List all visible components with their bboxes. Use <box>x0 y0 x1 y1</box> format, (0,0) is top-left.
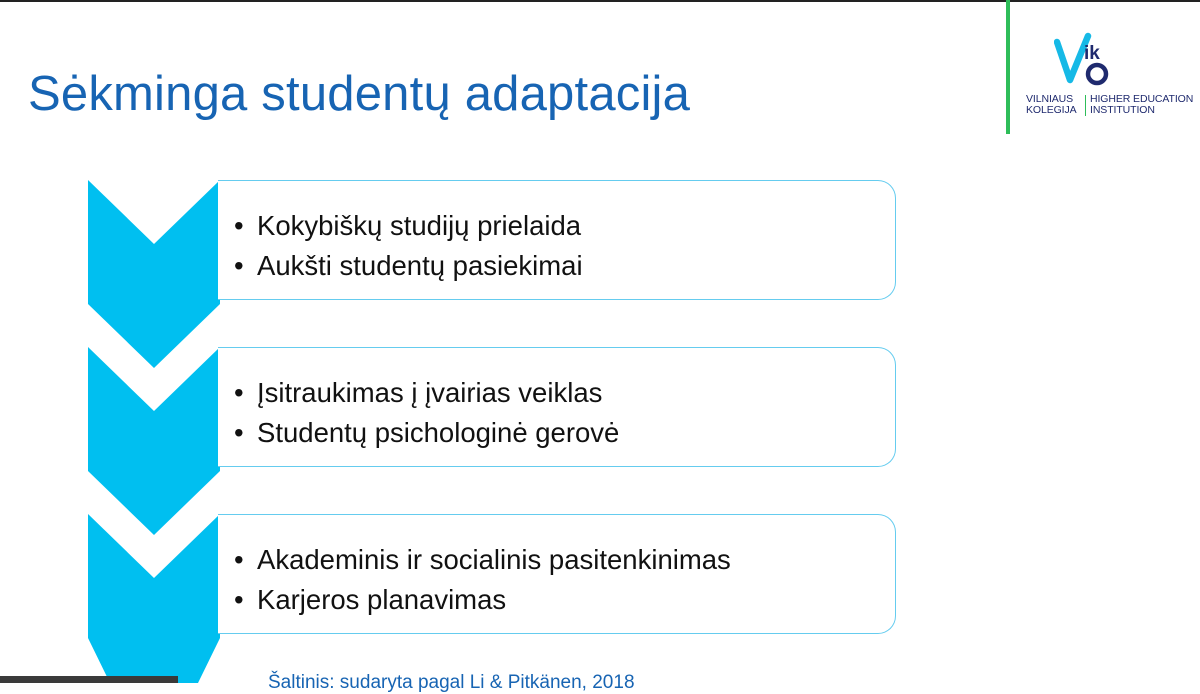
list-item <box>234 373 619 413</box>
logo-divider-line <box>1006 0 1010 134</box>
list-item <box>234 413 619 453</box>
step-1-box <box>218 180 896 300</box>
step-3-chevron <box>88 514 220 683</box>
list-item <box>234 206 583 246</box>
bullet-icon: • <box>234 544 244 575</box>
list-item <box>234 246 583 286</box>
bullet-icon: • <box>234 417 244 448</box>
list-item <box>234 580 731 620</box>
list-item <box>234 540 731 580</box>
step-1-item-1: Kokybiškų studijų prielaida <box>257 210 582 241</box>
step-2-box <box>218 347 896 467</box>
bullet-icon: • <box>234 377 244 408</box>
step-1-chevron <box>88 180 220 368</box>
step-2-item-2: Studentų psichologinė gerovė <box>257 417 620 448</box>
bullet-icon: • <box>234 584 244 615</box>
slide-top-border <box>0 0 1200 2</box>
logo-text-higher-education: HIGHER EDUCATION <box>1090 93 1194 105</box>
logo-text-left <box>1026 94 1084 116</box>
step-3-item-2: Karjeros planavimas <box>257 584 507 615</box>
step-3-box <box>218 514 896 634</box>
step-1-list <box>234 206 583 286</box>
step-1-item-2: Aukšti studentų pasiekimai <box>257 250 583 281</box>
slide-title: Sėkminga studentų adaptacija <box>28 67 691 121</box>
logo-text-right <box>1090 94 1200 116</box>
step-2-list <box>234 373 619 453</box>
step-3-list <box>234 540 731 620</box>
bullet-icon: • <box>234 210 244 241</box>
step-2-item-1: Įsitraukimas į įvairias veiklas <box>257 377 603 408</box>
logo-text-vilniaus: VILNIAUS <box>1026 93 1074 105</box>
viko-logo <box>1024 30 1200 130</box>
logo-text-separator <box>1085 95 1086 116</box>
step-3-item-1: Akademinis ir socialinis pasitenkinimas <box>257 544 731 575</box>
svg-text:ik: ik <box>1084 43 1100 64</box>
viko-logo-icon <box>1054 30 1114 86</box>
logo-text-institution: INSTITUTION <box>1090 104 1155 116</box>
bullet-icon: • <box>234 250 244 281</box>
source-citation: Šaltinis: sudaryta pagal Li & Pitkänen, 2018 <box>268 672 635 693</box>
step-2-chevron <box>88 347 220 535</box>
bottom-left-strip <box>0 676 178 683</box>
logo-text-kolegija: KOLEGIJA <box>1026 104 1077 116</box>
